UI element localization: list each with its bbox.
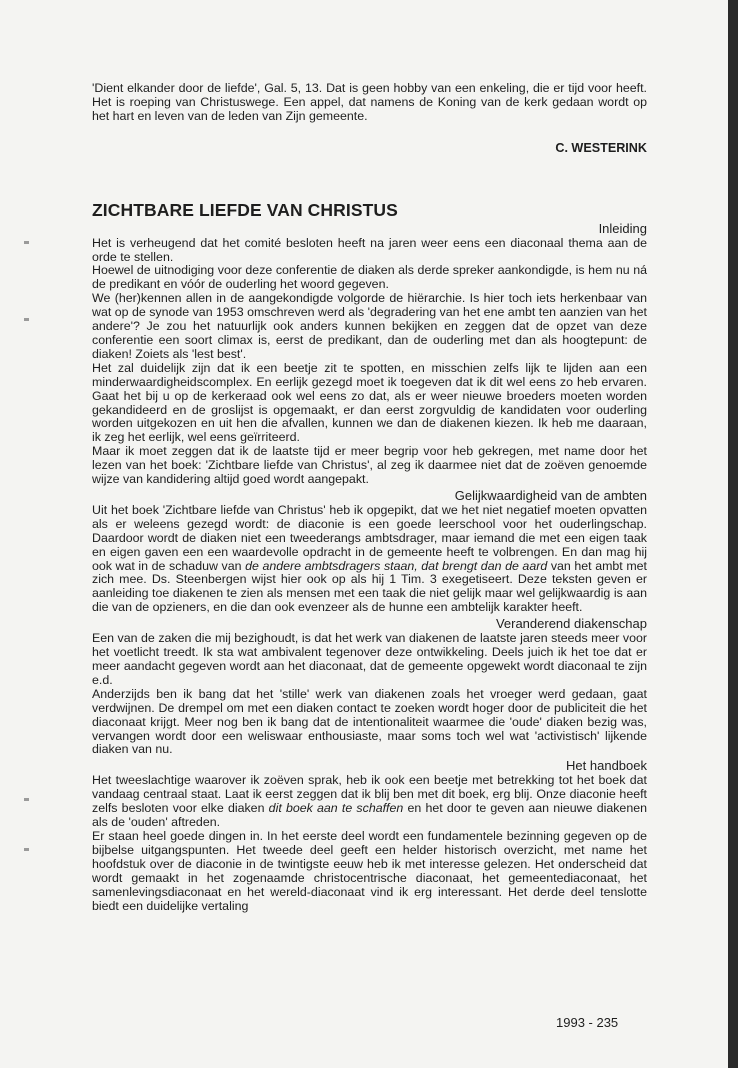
margin-mark [24, 241, 29, 244]
page-edge [728, 0, 738, 1068]
section-heading-inleiding: Inleiding [598, 220, 647, 236]
paragraph: Een van de zaken die mij bezighoudt, is dat het werk van diakenen de laatste jaren steeds meer voor het voetlicht treedt. Ik sta wat ambivalent tegenover deze ontwikkeling. Deels juich ik het toe dat er meer aandacht gegeven wordt aan het diaconaat, dat de gemeente opgewekt wordt diaconaal te zijn e.d. [92, 631, 647, 687]
text-run: Het tweeslachtige waarover ik zoëven sprak, heb ik ook een beetje met betrekking tot het boek dat vandaag centraal staat. Laat ik eerst zeggen dat ik blij ben met dit boek, erg blij. Onze diaconie heeft zelfs besloten voor elke diaken [92, 773, 647, 816]
intro-paragraph: 'Dient elkander door de liefde', Gal. 5, 13. Dat is geen hobby van een enkeling, die er tijd voor heeft. Het is roeping van Christuswege. Een appel, dat namens de Koning van de kerk gedaan wordt op het hart en leven van de leden van Zijn gemeente. [92, 81, 647, 123]
text-run: en het door te geven aan nieuwe diakenen als de 'ouden' aftreden. [92, 801, 647, 830]
section-heading-gelijkwaardigheid: Gelijkwaardigheid van de ambten [454, 487, 647, 503]
paragraph: Er staan heel goede dingen in. In het eerste deel wordt een fundamentele bezinning gegeven op de bijbelse uitgangspunten. Het tweede deel geeft een helder historisch overzicht, met name het hoofdstuk over de diaconie in de twintigste eeuw heb ik met interesse gelezen. Het onderscheid dat wordt gemaakt in het zogenaamde christocentrische diaconaat, het gemeentediaconaat, het samenlevingsdiaconaat en het wereld-diaconaat vind ik erg interessant. Het derde deel tenslotte biedt een duidelijke vertaling [92, 828, 647, 913]
article-title: ZICHTBARE LIEFDE VAN CHRISTUS [92, 199, 398, 220]
paragraph [92, 774, 647, 830]
italic-text-run: dit boek aan te schaffen [268, 801, 404, 816]
italic-text-run: de andere ambtsdragers staan, dat brengt dan de aard [245, 558, 548, 573]
section-heading-handboek: Het handboek [566, 758, 647, 774]
paragraph: Hoewel de uitnodiging voor deze conferentie de diaken als derde spreker aankondigde, is hem nu ná de predikant en vóór de ouderling het woord gegeven. [92, 263, 647, 292]
paragraph: Het is verheugend dat het comité besloten heeft na jaren weer eens een diaconaal thema aan de orde te stellen. [92, 235, 647, 264]
paragraph [92, 504, 647, 615]
margin-mark [24, 798, 29, 801]
text-run: van het ambt met zich mee. Ds. Steenbergen wijst hier ook op als hij 1 Tim. 3 exegetiseert. Deze teksten geven er aanleiding toe diakenen te zien als mensen met een taak die niet gelijk maar wel gelijkwaardig is aan die van de opzieners, en die dan ook evenzeer als de hunne een ambtelijk karakter heeft. [92, 558, 647, 615]
paragraph: Maar ik moet zeggen dat ik de laatste tijd er meer begrip voor heb gekregen, met name door het lezen van het boek: 'Zichtbare liefde van Christus', al zeg ik daarmee niet dat de zoëven genoemde wijze van kandidering altijd goed wordt aangepakt. [92, 444, 647, 487]
author-signature: C. WESTERINK [555, 140, 647, 155]
document-body [92, 82, 647, 913]
paragraph: Het zal duidelijk zijn dat ik een beetje zit te spotten, en misschien zelfs lijk te lijden aan een minderwaardigheidscomplex. En eerlijk gezegd moet ik toegeven dat ik dit wel eens zo heb ervaren. Gaat het bij u op de kerkeraad ook wel eens zo dat, als er weer nieuwe broeders moeten worden gekandideerd en de groslijst is opgemaakt, er dan eerst zorgvuldig de kandidaten voor ouderling worden uitgekozen en uit hen die afvallen, kunnen we dan de diakenen kiezen. Ik heb me daaraan, ik zeg het eerlijk, wel eens geïrriteerd. [92, 360, 647, 445]
section-heading-veranderend: Veranderend diakenschap [495, 616, 647, 632]
paragraph: Anderzijds ben ik bang dat het 'stille' werk van diakenen zoals het vroeger werd gedaan, gaat verdwijnen. De drempel om met een diaken contact te zoeken wordt hoger door de publiciteit die het diaconaat krijgt. Meer nog ben ik bang dat de intentionaliteit waarmee die 'oude' diaken bezig was, vervangen wordt door een weliswaar enthousiaste, maar soms toch wel wat 'activistisch' lijkende diaken van nu. [92, 686, 647, 757]
paragraph: We (her)kennen allen in de aangekondigde volgorde de hiërarchie. Is hier toch iets herkenbaar van wat op de synode van 1953 omschreven werd als 'degradering van het ene ambt ten aanzien van het andere'? Je zou het natuurlijk ook anders kunnen bekijken en zeggen dat de opzet van deze conferentie een soort climax is, eerst de predikant, dan de ouderling met dan als hoogtepunt: de diaken! Zoiets als 'lest best'. [92, 291, 647, 361]
page-number: 1993 - 235 [556, 1015, 619, 1030]
margin-mark [24, 318, 29, 321]
margin-mark [24, 848, 29, 851]
text-run: Uit het boek 'Zichtbare liefde van Christus' heb ik opgepikt, dat we het niet negatief moeten opvatten als er weleens gezegd wordt: de diaconie is een goede leerschool voor het ouderlingschap. Daardoor wordt de diaken niet een tweederangs ambtsdrager, maar iemand die met een eigen taak en eigen gaven een een waardevolle opdracht in de gemeente heeft te volbrengen. En dan mag hij ook wat in de schaduw van [92, 502, 647, 573]
